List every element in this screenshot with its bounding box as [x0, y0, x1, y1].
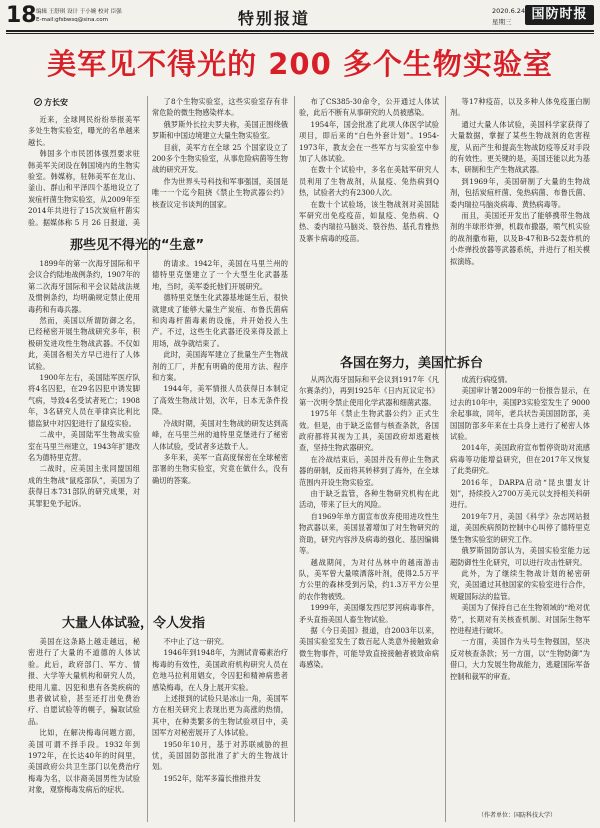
editor-credits: 编辑 王舒琪 设计 于小婉 校对 臣强 — [36, 9, 122, 15]
paragraph: 1899年的第一次海牙国际和平会议合约陆地战例条约，1907年的第二次海牙国际和平会议陆战法规及惯例条约，均明确规定禁止使用毒药和有毒兵器。 — [28, 259, 140, 314]
header-rule-thin — [6, 33, 594, 34]
page-header — [6, 4, 594, 30]
paragraph: 的请求。1942年，美国在马里兰州的德特里克堡建立了一个大型生化武器基地，当时，美军委托他们开展研究。 — [152, 259, 288, 291]
paragraph: 2016年，DARPA启动“昆虫盟友计划”，持续投入2700万美元以支持相关科研进行。 — [450, 477, 590, 510]
issue-date: 2020.6.24 — [492, 7, 526, 15]
paragraph: 布了CS385-30命令，公开通过人体试验，此后不断有从事研究的人员被感染。 — [299, 97, 439, 118]
paragraph: 等17种疫苗，以及多种人体免疫蛋白制剂。 — [450, 97, 590, 118]
paragraph: 韩国多个市民团体强烈要求驻韩美军关闭设在韩国境内的生物实验室。韩媒称，驻韩美军在龙山、釜山、群山和平泽四个基地设立了炭疽杆菌生物实验室，从2009年至2014年共进行了15次炭疽杆菌实验。据媒体称 5 月 26 日报道，美 — [28, 149, 140, 226]
newspaper-logo: 国防时报 — [525, 5, 594, 25]
paragraph: 据《今日美国》报道，自2003年以来，美国实验室发生了数百起人类意外接触致命微生物事件，可能导致直接接触者被致命病毒感染。 — [299, 625, 439, 670]
paragraph: 从两次海牙国际和平会议到1917年《凡尔赛条约》，再到1925年《日内瓦议定书》第一次明令禁止使用化学武器和细菌武器。 — [299, 375, 439, 407]
author-name: 方长安 — [44, 98, 68, 107]
article-column-1-top — [28, 114, 140, 226]
subheading-1: 那些见不得光的“生意” — [70, 238, 205, 253]
paragraph: 2019年7月，美国《科学》杂志网站报道，美国疾病预防控制中心叫停了德特里克堡生物实验室的研究工作。 — [450, 511, 590, 544]
paragraph: 而且，美国还开发出了能够携带生物战剂的半球形炸弹，机载布撒器，喷气机实验的战剂撒布箱，以及B-47和B-52轰炸机的小炸弹投放器等武器系统，并进行了相关模拟演练。 — [450, 211, 590, 266]
paragraph: 俄罗斯国防部认为，美国实验室能力远超防御性生化研究，可以进行攻击性研究。 — [450, 546, 590, 567]
paragraph: 1900年左右，美国陆军医疗队将4名囚犯，在29名囚犯中诱发脚气病，导致4名受试者死亡；1908年，3名研究人员在菲律宾比利比德监狱中对囚犯进行了鼠疫实验。 — [28, 373, 140, 428]
paragraph: 冷战时期，美国对生物战的研发达到高峰，在马里兰州的迪特里克堡进行了秘密人体试验，受试者多达数千人。 — [152, 418, 288, 451]
paragraph: 二战中，美国陆军生物战实验室在马里兰州建立，1943年扩建改名为德特里克营。 — [28, 430, 140, 462]
paragraph: 到1969年，美国研制了大量的生物战剂，包括炭疽杆菌、兔热病菌、布鲁氏菌、委内瑞拉马脑炎病毒、黄热病毒等。 — [450, 176, 590, 209]
paragraph: 美国在这条路上越走越远，秘密进行了大量的不道德的人体试验。此后，政府部门、军方、情报、大学等大量机构和研究人员，使用儿童、囚犯和患有各类疾病的患者做试验，甚至还打出免费治疗、自愿试验等的幌子，骗取试验品。 — [28, 637, 140, 726]
pen-icon — [34, 98, 42, 106]
paragraph: 比如，在解决梅毒问题方面，美国可谓不择手段。1932年到1972年，在长达40年的时间里，美国政府公共卫生部门以免费治疗梅毒为名，以非裔美国男性为试验对象，观察梅毒发病后的症状。 — [28, 728, 140, 795]
paragraph: 美国为了保持自己在生物领域的“绝对优势”，长期对有关核查机制、对国际生物军控进程进行破坏。 — [450, 603, 590, 635]
article-column-2-mid — [152, 258, 288, 604]
paragraph: 德特里克堡生化武器基地诞生后，很快就建成了能够大量生产炭疽、布鲁氏菌病和肉毒杆菌毒素的设施，并开始投入生产。不过，这些生化武器还没来得及派上用场，战争就结束了。 — [152, 293, 288, 348]
article-column-2-top — [152, 96, 288, 226]
subheading-2: 大量人体试验，令人发指 — [62, 616, 206, 631]
paragraph: 了8个生物实验室，这些实验室存有非常危险的微生物感染样本。 — [152, 97, 288, 118]
paragraph: 目前，美军方在全球 25 个国家设立了200多个生物实验室，从事危险病菌等生物战的研究开发。 — [152, 142, 288, 175]
column-divider — [294, 96, 295, 822]
article-column-1-mid — [28, 258, 140, 604]
paragraph: 在冷战结束后，美国并没有停止生物武器的研制，反而将其转移到了海外，在全球范围内开设生物实验室。 — [299, 454, 439, 487]
paragraph: 此时，美国海军建立了批量生产生物战剂的工厂，并配有明确的使用方法、程序和方案。 — [152, 350, 288, 383]
paragraph: 上述报到的试验只是冰山一角，美国军方在相关研究上表现出更为高涨的热情，其中，在种类繁多的生物试验项目中，美国军方对秘密展开了人体试验。 — [152, 694, 288, 738]
paragraph: 1952年，陆军多篇长推推并发 — [163, 773, 261, 783]
paragraph: 1975年《禁止生物武器公约》正式生效。但是，由于缺乏监督与核查条款，各国政府都将其视为工具，美国政府却逃避核查，坚持生物武器研究。 — [299, 409, 439, 453]
paragraph: 此外，为了继续生物战计划的秘密研究，美国通过其他国家的实验室进行合作，规避国际法的监管。 — [450, 568, 590, 601]
article-column-3-top — [299, 96, 439, 346]
paragraph: 俄罗斯外长拉夫罗夫称，美国正围绕俄罗斯和中国边境建立大量生物实验室。 — [152, 119, 288, 141]
paragraph: 1954年，国会批准了此项人体医学试验项目，即后来的“白色外套计划”。1954-1973年，教友会在一些军方与实验室中参加了人体试验。 — [299, 119, 439, 164]
paragraph: 通过大量人体试验，美国科学家获得了大量数据，掌握了某些生物战剂的危害程度，从而产生和提高生物战防疫等反对手段的有效性。更关键的是，美国还能以此为基本，研制和生产生物战武器。 — [450, 119, 590, 175]
headline: 美军见不得光的 200 多个生物实验室 — [47, 47, 553, 81]
paragraph: 在数十个试验中，多名在美陆军研究人员利用了生物战剂，从鼠疫、兔热病到Q热，试验者大约有2300人次。 — [299, 165, 439, 198]
article-column-4-top — [450, 96, 590, 346]
issue-weekday: 星期三 — [492, 18, 512, 26]
header-rule — [6, 30, 594, 32]
paragraph: 越战期间，为对付丛林中的越南游击队，美军曾大量喷洒落叶剂，使得2.5万平方公里的森林受到污染，约1.3万平方公里的农作物被毁。 — [299, 557, 439, 601]
article-column-1-bottom — [28, 636, 140, 822]
paragraph: 由于缺乏监管，各种生物研究机构在此活动，带来了巨大的风险。 — [299, 489, 439, 510]
paragraph: 二战时，应美国主张同盟国组成的生物战“鼠疫部队”，美国为了获得日本731部队的研究成果，对其罪犯免予起诉。 — [28, 464, 140, 508]
paragraph: 2014年，美国政府宣布暂停资助对流感病毒等功能增益研究，但在2017年又恢复了此类研究。 — [450, 443, 590, 476]
paragraph: 不中止了这一研究。 — [163, 637, 229, 646]
paragraph: 多年来，美军一直高度保密在全球秘密部署的生物实验室，究竟在做什么，没有确切的答案。 — [152, 452, 288, 485]
paragraph: 1950年10月，基于对苏联威胁的担忧，美国国防部批准了扩大的生物战计划。 — [152, 739, 288, 772]
contact-email: E-mail:gfsbwsq@sina.com — [36, 17, 108, 23]
column-divider — [445, 96, 446, 822]
subheading-3: 各国在努力，美国忙拆台 — [340, 356, 484, 371]
paragraph: 作为世界头号科技和军事强国，美国是唯一一个迄今阻挠《禁止生物武器公约》核查议定书谈判的国家。 — [152, 176, 288, 209]
page-number: 18 — [6, 3, 37, 28]
column-divider — [147, 96, 148, 822]
article-column-2-bottom — [152, 636, 288, 822]
author-affiliation: （作者单位：国防科技大学） — [478, 812, 557, 819]
paragraph: 成流行病疫情。 — [461, 375, 512, 384]
paragraph: 一方面，美国作为头号生物强国，坚决反对核查条款；另一方面，以“生物防御”为借口，大力发展生物战能力，逃避国际军备控制和裁军的审查。 — [450, 637, 590, 681]
article-column-3-bottom — [299, 374, 439, 822]
paragraph: 1944年，美军情报人员获得日本制定了高效生物战计划，次年，日本无条件投降。 — [152, 384, 288, 417]
paragraph: 美国审计署2009年的一份报告显示，在过去的10年中，美国P3实验室发生了 9000余起事故，同年，老兵状告美国国防部，美国国防部多年来在士兵身上进行了秘密人体试验。 — [450, 386, 590, 442]
paragraph: 在数十个试验场，该生物战剂对美国陆军研究出免疫疫苗，如鼠疫、兔热病、Q热、委内瑞拉马脑炎、裂谷热、基孔肯雅热及寨卡病毒的疫苗。 — [299, 199, 439, 243]
section-title: 特别报道 — [238, 9, 311, 28]
paragraph: 然而，美国以所谓防御之名，已经秘密开展生物战研究多年，积极研发进攻性生物战武器。不仅如此，美国各相关方早已进行了人体试验。 — [28, 316, 140, 371]
article-column-4-bottom — [450, 374, 590, 806]
paragraph: 1999年，美国爆发西尼罗河病毒事件，矛头直指美国人畜生物试验。 — [299, 603, 439, 624]
paragraph: 近来，全球网民纷纷举报美军多处生物实验室，曝光的名单越来越长。 — [28, 115, 140, 147]
paragraph: 1946年到1948年，为测试青霉素治疗梅毒的有效性，美国政府机构研究人员在危地马拉利用娼女，令囚犯和精神病患者感染梅毒，在人身上展开实验。 — [152, 648, 288, 692]
paragraph: 自1969年单方面宣布放弃使用进攻性生物武器以来，美国显著增加了对生物研究的资助，研究内容涉及病毒的强化、基因编辑等。 — [299, 511, 439, 556]
